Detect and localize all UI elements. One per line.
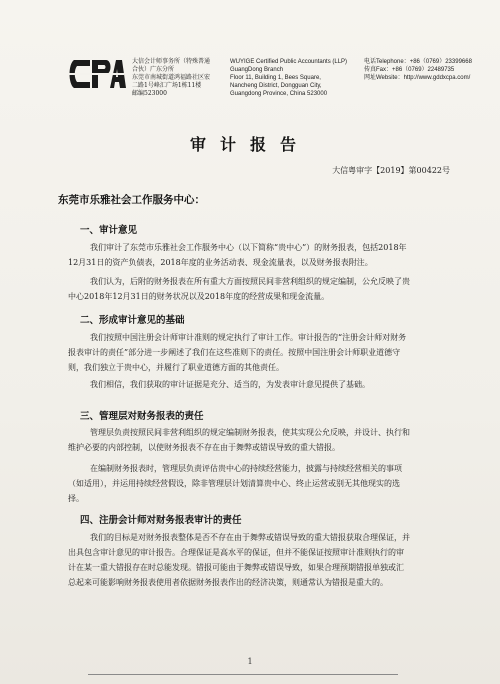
report-title: 审计报告 xyxy=(189,135,310,154)
letterhead-en-line: Nancheng District, Dongguan City, xyxy=(230,83,322,89)
paragraph-line: 出具包含审计意见的审计报告。合理保证是高水平的保证，但并不能保证按照审计准则执行的审 xyxy=(68,548,404,557)
paragraph-line: 维护必要的内部控制，以使财务报表不存在由于舞弊或错误导致的重大错报。 xyxy=(68,443,340,452)
telephone: 电话Telephone：+86（0769）23399668 xyxy=(364,59,472,65)
letterhead-cn-line: 邮编523000 xyxy=(132,90,167,97)
letterhead-en-line: Guangdong Province, China 523000 xyxy=(230,91,328,97)
paragraph xyxy=(68,330,455,375)
paragraph xyxy=(68,425,455,455)
paragraph xyxy=(68,274,455,304)
paragraph-line: 我们审计了东莞市乐雅社会工作服务中心（以下简称“贵中心”）的财务报表，包括2018年 xyxy=(90,243,407,252)
paragraph-line: 我们认为，后附的财务报表在所有重大方面按照民间非营利组织的规定编制，公允反映了贵 xyxy=(90,277,410,286)
paragraph-line: 我们按照中国注册会计师审计准则的规定执行了审计工作。审计报告的“注册会计师对财务 xyxy=(90,333,407,342)
addressee: 东莞市乐雅社会工作服务中心： xyxy=(58,194,205,206)
fax: 传真Fax：+86（0769）22489735 xyxy=(364,67,455,73)
firm-name-chinese xyxy=(132,58,224,98)
paragraph-line: 在编制财务报表时，管理层负责评估贵中心的持续经营能力，披露与持续经营相关的事项 xyxy=(90,464,402,473)
paragraph-line: 则，我们独立于贵中心，并履行了职业道德方面的其他责任。 xyxy=(68,363,284,372)
letterhead-en-line: Floor 11, Building 1, Bees Square, xyxy=(230,75,321,81)
firm-contact xyxy=(364,58,500,82)
paragraph xyxy=(90,377,455,392)
paragraph-line: 我们的目标是对财务报表整体是否不存在由于舞弊或错误导致的重大错报获取合理保证，并 xyxy=(90,533,410,542)
paragraph xyxy=(68,240,455,270)
letterhead-cn-line: 大信会计师事务所（特殊普通 xyxy=(132,58,211,65)
section-heading: 三、管理层对财务报表的责任 xyxy=(80,411,204,422)
paragraph-line: 总起来可能影响财务报表使用者依据财务报表作出的经济决策，则通常认为错报是重大的。 xyxy=(68,578,388,587)
section-heading: 一、审计意见 xyxy=(80,225,138,236)
letterhead-cn-line: 二路1号峰汇广场1栋11楼 xyxy=(132,82,202,89)
paragraph xyxy=(68,461,455,506)
letterhead-en-line: WUYIGE Certified Public Accountants (LLP) xyxy=(230,59,348,65)
report-reference-number: 大信粤审字【2019】第00422号 xyxy=(332,166,450,175)
letterhead-cn-line: 东莞市南城街道鸿福路社区宏 xyxy=(132,74,211,81)
paragraph-line: 管理层负责按照民间非营利组织的规定编制财务报表，使其实现公允反映，并设计、执行和 xyxy=(90,428,410,437)
letterhead-cn-line: 合伙）广东分所 xyxy=(132,66,175,73)
paragraph-line: 我们相信，我们获取的审计证据是充分、适当的，为发表审计意见提供了基础。 xyxy=(90,380,370,389)
paragraph-line: 择。 xyxy=(68,494,84,503)
letterhead-en-line: GuangDong Branch xyxy=(230,67,284,73)
paragraph-line: 12月31日的资产负债表，2018年度的业务活动表、现金流量表，以及财务报表附注。 xyxy=(68,258,373,267)
paragraph xyxy=(68,530,455,590)
firm-name-english xyxy=(230,58,370,98)
paragraph-line: 报表审计的责任”部分进一步阐述了我们在这些准则下的责任。按照中国注册会计师职业道德守 xyxy=(68,348,401,357)
letterhead xyxy=(18,14,488,100)
firm-logo xyxy=(66,54,126,94)
paragraph-line: （如适用），并运用持续经营假设，除非管理层计划清算贵中心、终止运营或别无其他现实的选 xyxy=(68,479,400,488)
paragraph-line: 计在某一重大错报存在时总能发现。错报可能由于舞弊或错误导致，如果合理预期错报单独或汇 xyxy=(68,563,404,572)
footer-divider xyxy=(88,674,398,675)
section-heading: 四、注册会计师对财务报表审计的责任 xyxy=(80,515,242,526)
paragraph-line: 中心2018年12月31日的财务状况以及2018年度的经营成果和现金流量。 xyxy=(68,292,330,301)
section-heading: 二、形成审计意见的基础 xyxy=(80,315,185,326)
website: 网址Website：http://www.gddxcpa.com/ xyxy=(364,75,471,81)
page-number: 1 xyxy=(247,657,253,666)
